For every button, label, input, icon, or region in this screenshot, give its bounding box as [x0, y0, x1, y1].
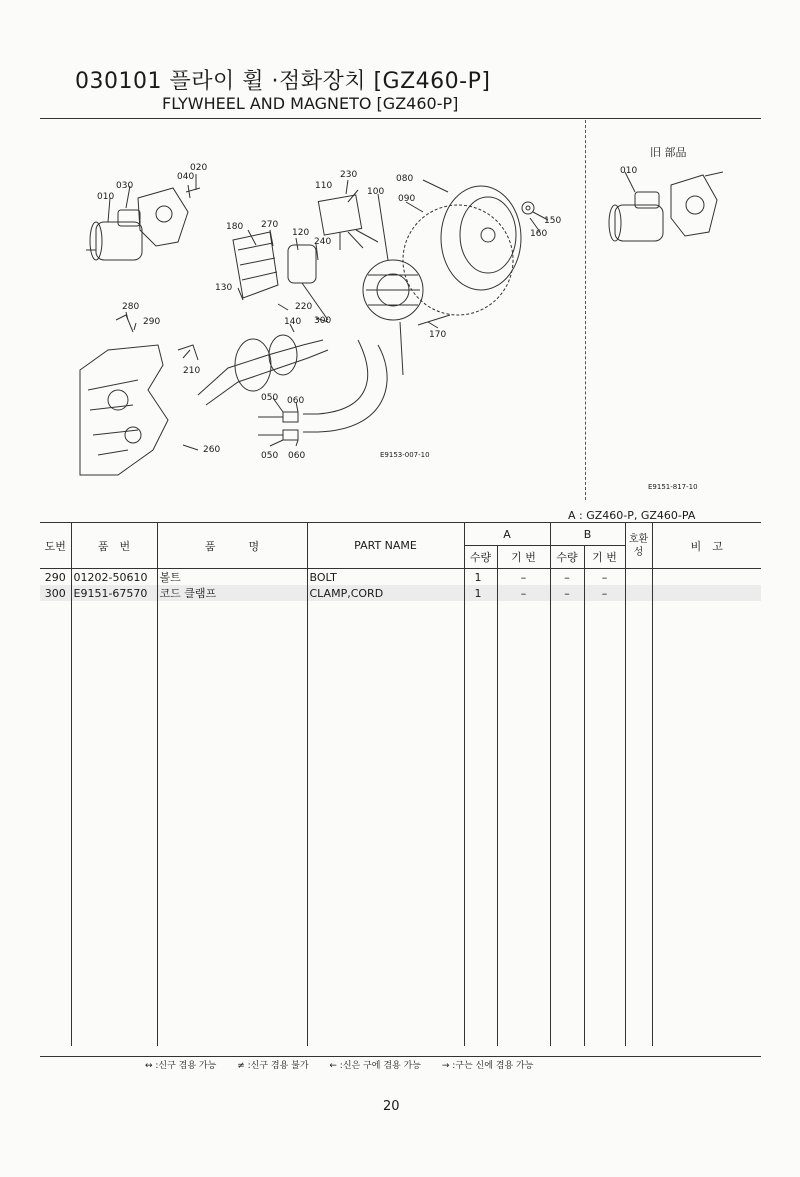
- header-remarks: 비 고: [652, 523, 761, 569]
- model-legend: A : GZ460-P, GZ460-PA: [568, 509, 696, 522]
- callout-label: 030: [116, 181, 134, 191]
- callout-label: 170: [429, 330, 447, 340]
- exploded-parts-diagram: [78, 150, 548, 480]
- flywheel-shape: [441, 186, 521, 290]
- cell-b-model: –: [584, 569, 625, 586]
- legend-item: ↔ :신구 겸용 가능: [145, 1061, 217, 1071]
- legend-item: → :구는 신에 겸용 가능: [441, 1061, 534, 1071]
- old-parts-code: E9151-817-10: [648, 483, 698, 491]
- table-bottom-rule: [40, 1056, 761, 1057]
- header-group-a: A: [464, 523, 550, 546]
- header-ref: 도번: [40, 523, 71, 569]
- cell-b-qty: –: [550, 569, 584, 586]
- spark-plug-shapes: [258, 412, 318, 440]
- coil-bracket-shape: [233, 232, 278, 298]
- callout-label: 010: [97, 192, 115, 202]
- callout-label: 020: [190, 163, 208, 173]
- callout-label: 080: [396, 174, 414, 184]
- callout-label: 050: [261, 451, 279, 461]
- header-part-name: PART NAME: [307, 523, 464, 569]
- page-title-korean: 030101 플라이 휠 ·점화장치 [GZ460-P]: [75, 69, 491, 94]
- table-row: [40, 585, 761, 601]
- cell-part-no: E9151-67570: [71, 585, 157, 601]
- table-empty-space: [40, 601, 761, 1046]
- cell-part-name: BOLT: [307, 569, 464, 586]
- header-name-ko: 품 명: [157, 523, 307, 569]
- header-b-qty: 수량: [550, 546, 584, 569]
- callout-label: 090: [398, 194, 416, 204]
- interchange-legend: [145, 1058, 551, 1071]
- callout-label: 040: [177, 172, 195, 182]
- callout-label: 050: [261, 393, 279, 403]
- gasket-plate-shape: [138, 188, 188, 246]
- cell-a-qty: 1: [464, 569, 497, 586]
- header-part-no: 품 번: [71, 523, 157, 569]
- cell-part-no: 01202-50610: [71, 569, 157, 586]
- cell-a-model: –: [497, 585, 550, 601]
- callout-label: 230: [340, 170, 358, 180]
- header-group-b: B: [550, 523, 625, 546]
- cell-b-model: –: [584, 585, 625, 601]
- nut-shape: [522, 202, 534, 214]
- callout-label: 220: [295, 302, 313, 312]
- header-interchange: 호환성: [625, 523, 652, 569]
- legend-item: ← :신은 구에 겸용 가능: [329, 1061, 421, 1071]
- cell-b-qty: –: [550, 585, 584, 601]
- callout-label: 160: [530, 229, 548, 239]
- cell-remarks: [652, 585, 761, 601]
- header-rule: [40, 118, 761, 119]
- cell-interchange: [625, 585, 652, 601]
- callout-label: 290: [143, 317, 161, 327]
- diagram-divider: [585, 120, 586, 500]
- starter-motor-shape: [86, 210, 142, 260]
- callout-label: 300: [314, 316, 332, 326]
- callout-label: 130: [215, 283, 233, 293]
- bracket-280-shape: [116, 315, 133, 332]
- page-title-english: FLYWHEEL AND MAGNETO [GZ460-P]: [162, 94, 459, 113]
- header-a-model: 기 번: [497, 546, 550, 569]
- page-number: 20: [383, 1099, 400, 1114]
- callout-label: 120: [292, 228, 310, 238]
- stator-shape: [363, 260, 423, 375]
- parts-table: [40, 522, 761, 1046]
- cell-name-ko: 볼트: [157, 569, 307, 586]
- bolt-170-shape: [418, 315, 450, 325]
- callout-label: 260: [203, 445, 221, 455]
- callout-label: 270: [261, 220, 279, 230]
- old-starter-diagram: [605, 170, 745, 260]
- old-parts-callout: 010: [620, 166, 638, 176]
- callout-label: 180: [226, 222, 244, 232]
- callout-label: 280: [122, 302, 140, 312]
- callout-label: 110: [315, 181, 333, 191]
- ring-gear-shape: [403, 205, 513, 315]
- cell-name-ko: 코드 클램프: [157, 585, 307, 601]
- cell-ref: 300: [40, 585, 71, 601]
- callout-label: 150: [544, 216, 562, 226]
- callout-label: 060: [287, 396, 305, 406]
- diagram-code: E9153-007-10: [380, 451, 430, 459]
- table-row: [40, 569, 761, 586]
- cell-ref: 290: [40, 569, 71, 586]
- old-parts-title: 旧 部品: [650, 146, 687, 159]
- cell-remarks: [652, 569, 761, 586]
- callout-label: 060: [288, 451, 306, 461]
- cell-interchange: [625, 569, 652, 586]
- cell-a-qty: 1: [464, 585, 497, 601]
- cell-part-name: CLAMP,CORD: [307, 585, 464, 601]
- callout-label: 240: [314, 237, 332, 247]
- header-b-model: 기 번: [584, 546, 625, 569]
- header-a-qty: 수량: [464, 546, 497, 569]
- callout-label: 100: [367, 187, 385, 197]
- legend-item: ≠ :신구 겸용 불가: [237, 1061, 309, 1071]
- cell-a-model: –: [497, 569, 550, 586]
- callout-label: 140: [284, 317, 302, 327]
- callout-label: 210: [183, 366, 201, 376]
